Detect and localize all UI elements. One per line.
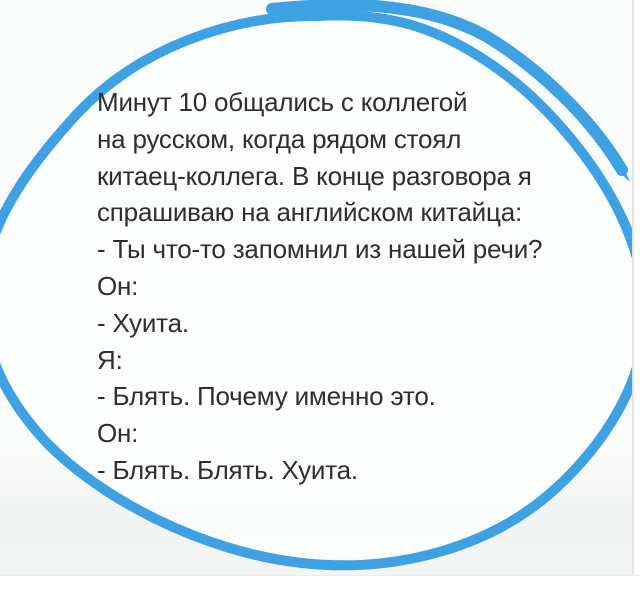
post-text-line: Он: (97, 270, 139, 301)
post-text (97, 84, 567, 489)
post-text-line: китаец-коллега. В конце разговора я (97, 160, 532, 191)
post-text-line: Минут 10 общались с коллегой (97, 87, 468, 117)
post-text-line: - Блять. Почему именно это. (97, 381, 436, 412)
post-text-line: Я: (97, 344, 123, 375)
post-text-line: на русском, когда рядом стоял (97, 123, 462, 154)
post-text-line: - Хуита. (97, 307, 189, 338)
right-margin (634, 0, 640, 575)
post-text-line: спрашиваю на английском китайца: (97, 197, 522, 228)
bottom-margin (0, 575, 640, 593)
post-text-line: Он: (97, 418, 139, 449)
post-text-line: - Ты что-то запомнил из нашей речи? (97, 234, 543, 265)
post-text-line: - Блять. Блять. Хуита. (97, 454, 358, 485)
